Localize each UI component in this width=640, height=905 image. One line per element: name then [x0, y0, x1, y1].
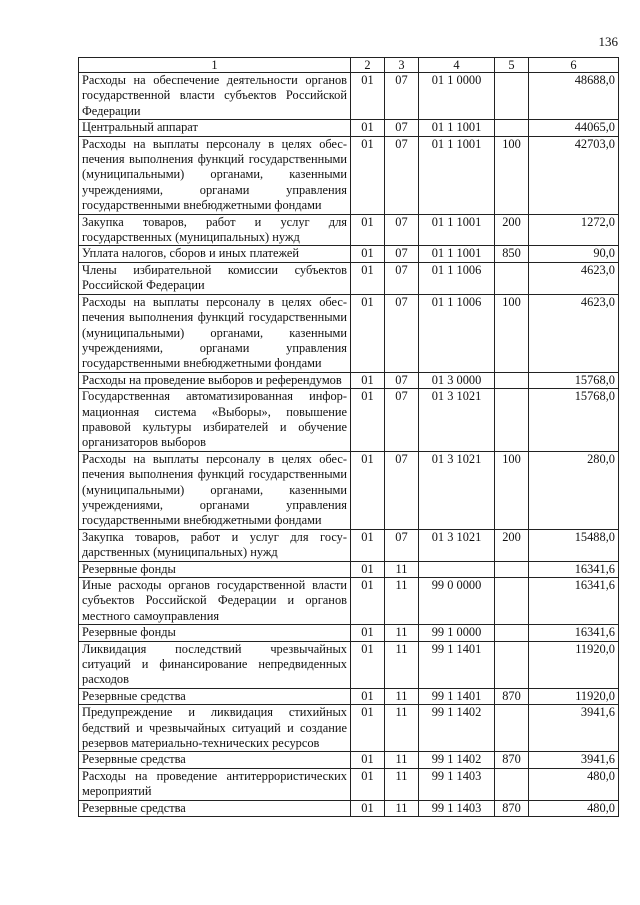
expense-type-cell [495, 120, 529, 136]
expense-type-cell: 200 [495, 214, 529, 246]
subsection-code-cell: 11 [385, 578, 419, 625]
amount-cell: 480,0 [529, 800, 619, 816]
expense-name-cell: Иные расходы органов государственной власти субъектов Российской Федерации и органов местного самоуправления [79, 578, 351, 625]
table-header-row [79, 58, 619, 73]
amount-cell: 480,0 [529, 768, 619, 800]
target-article-cell: 99 1 1402 [419, 752, 495, 768]
table-row [79, 578, 619, 625]
column-header: 1 [79, 58, 351, 73]
amount-cell: 16341,6 [529, 625, 619, 641]
expense-name-cell: Расходы на выплаты персоналу в целях обеспечения выполнения функций государственными (муниципальными) органами, казенными учреждениями, органами управления государственными внебюджетными фондами [79, 136, 351, 214]
amount-cell: 44065,0 [529, 120, 619, 136]
expense-type-cell [495, 705, 529, 752]
subsection-code-cell: 07 [385, 73, 419, 120]
subsection-code-cell: 07 [385, 451, 419, 529]
subsection-code-cell: 07 [385, 214, 419, 246]
subsection-code-cell: 07 [385, 372, 419, 388]
expense-type-cell [495, 625, 529, 641]
amount-cell: 11920,0 [529, 641, 619, 688]
expense-type-cell: 100 [495, 294, 529, 372]
expense-type-cell [495, 372, 529, 388]
subsection-code-cell: 07 [385, 120, 419, 136]
section-code-cell: 01 [351, 246, 385, 262]
table-row [79, 752, 619, 768]
target-article-cell: 01 1 1001 [419, 120, 495, 136]
target-article-cell: 01 1 0000 [419, 73, 495, 120]
expense-name-cell: Резервные фонды [79, 625, 351, 641]
target-article-cell: 99 1 1401 [419, 688, 495, 704]
subsection-code-cell: 11 [385, 688, 419, 704]
section-code-cell: 01 [351, 136, 385, 214]
amount-cell: 16341,6 [529, 578, 619, 625]
section-code-cell: 01 [351, 705, 385, 752]
table-row [79, 800, 619, 816]
expense-type-cell [495, 578, 529, 625]
amount-cell: 15768,0 [529, 372, 619, 388]
subsection-code-cell: 11 [385, 705, 419, 752]
amount-cell: 3941,6 [529, 752, 619, 768]
table-row [79, 451, 619, 529]
target-article-cell: 01 1 1006 [419, 262, 495, 294]
target-article-cell: 01 3 0000 [419, 372, 495, 388]
expense-type-cell: 870 [495, 752, 529, 768]
expense-name-cell: Расходы на обеспечение деятельности органов государственной власти субъектов Российской Федерации [79, 73, 351, 120]
target-article-cell: 99 1 1401 [419, 641, 495, 688]
column-header: 2 [351, 58, 385, 73]
subsection-code-cell: 07 [385, 529, 419, 561]
amount-cell: 1272,0 [529, 214, 619, 246]
expense-name-cell: Центральный аппарат [79, 120, 351, 136]
expense-type-cell [495, 768, 529, 800]
table-row [79, 294, 619, 372]
table-row [79, 246, 619, 262]
expense-type-cell [495, 262, 529, 294]
section-code-cell: 01 [351, 294, 385, 372]
target-article-cell: 01 1 1001 [419, 136, 495, 214]
table-row [79, 389, 619, 452]
section-code-cell: 01 [351, 214, 385, 246]
section-code-cell: 01 [351, 768, 385, 800]
subsection-code-cell: 11 [385, 561, 419, 577]
target-article-cell: 01 3 1021 [419, 389, 495, 452]
amount-cell: 90,0 [529, 246, 619, 262]
subsection-code-cell: 07 [385, 262, 419, 294]
table-row [79, 529, 619, 561]
expense-type-cell [495, 389, 529, 452]
subsection-code-cell: 07 [385, 294, 419, 372]
section-code-cell: 01 [351, 120, 385, 136]
column-header: 3 [385, 58, 419, 73]
table-row [79, 768, 619, 800]
expense-name-cell: Резервные средства [79, 752, 351, 768]
amount-cell: 11920,0 [529, 688, 619, 704]
expense-name-cell: Закупка товаров, работ и услуг для государственных (муниципальных) нужд [79, 529, 351, 561]
section-code-cell: 01 [351, 389, 385, 452]
expense-name-cell: Расходы на выплаты персоналу в целях обеспечения выполнения функций государственными (муниципальными) органами, казенными учреждениями, органами управления государственными внебюджетными фондами [79, 294, 351, 372]
column-header: 6 [529, 58, 619, 73]
column-header: 4 [419, 58, 495, 73]
table-row [79, 561, 619, 577]
subsection-code-cell: 07 [385, 246, 419, 262]
expense-name-cell: Расходы на проведение антитеррористических мероприятий [79, 768, 351, 800]
target-article-cell: 99 1 0000 [419, 625, 495, 641]
table-row [79, 262, 619, 294]
expense-name-cell: Члены избирательной комиссии субъектов Российской Федерации [79, 262, 351, 294]
table-row [79, 705, 619, 752]
amount-cell: 4623,0 [529, 262, 619, 294]
budget-table [78, 57, 619, 817]
subsection-code-cell: 11 [385, 625, 419, 641]
subsection-code-cell: 07 [385, 136, 419, 214]
target-article-cell: 01 1 1001 [419, 214, 495, 246]
table-row [79, 136, 619, 214]
expense-type-cell: 850 [495, 246, 529, 262]
table-row [79, 625, 619, 641]
section-code-cell: 01 [351, 800, 385, 816]
expense-name-cell: Ликвидация последствий чрезвычайных ситуаций и финансирование непредвиденных расходов [79, 641, 351, 688]
section-code-cell: 01 [351, 625, 385, 641]
subsection-code-cell: 11 [385, 800, 419, 816]
section-code-cell: 01 [351, 561, 385, 577]
section-code-cell: 01 [351, 578, 385, 625]
table-row [79, 214, 619, 246]
target-article-cell: 99 1 1403 [419, 800, 495, 816]
target-article-cell: 01 1 1001 [419, 246, 495, 262]
target-article-cell: 99 1 1403 [419, 768, 495, 800]
amount-cell: 48688,0 [529, 73, 619, 120]
expense-name-cell: Резервные средства [79, 688, 351, 704]
expense-name-cell: Государственная автоматизированная информационная система «Выборы», повышение правовой культуры избирателей и обучение организаторов выборов [79, 389, 351, 452]
expense-name-cell: Уплата налогов, сборов и иных платежей [79, 246, 351, 262]
expense-name-cell: Закупка товаров, работ и услуг для государственных (муниципальных) нужд [79, 214, 351, 246]
section-code-cell: 01 [351, 372, 385, 388]
expense-type-cell: 870 [495, 800, 529, 816]
page-number: 136 [598, 34, 618, 49]
target-article-cell: 01 3 1021 [419, 529, 495, 561]
subsection-code-cell: 11 [385, 752, 419, 768]
table-row [79, 641, 619, 688]
target-article-cell: 01 1 1006 [419, 294, 495, 372]
expense-type-cell [495, 641, 529, 688]
expense-name-cell: Резервные фонды [79, 561, 351, 577]
subsection-code-cell: 11 [385, 641, 419, 688]
target-article-cell: 01 3 1021 [419, 451, 495, 529]
table-row [79, 688, 619, 704]
amount-cell: 4623,0 [529, 294, 619, 372]
expense-type-cell [495, 561, 529, 577]
expense-type-cell: 870 [495, 688, 529, 704]
expense-type-cell: 200 [495, 529, 529, 561]
table-row [79, 73, 619, 120]
section-code-cell: 01 [351, 641, 385, 688]
expense-type-cell: 100 [495, 451, 529, 529]
expense-type-cell: 100 [495, 136, 529, 214]
subsection-code-cell: 11 [385, 768, 419, 800]
column-header: 5 [495, 58, 529, 73]
amount-cell: 15768,0 [529, 389, 619, 452]
section-code-cell: 01 [351, 73, 385, 120]
amount-cell: 3941,6 [529, 705, 619, 752]
expense-type-cell [495, 73, 529, 120]
expense-name-cell: Предупреждение и ликвидация стихийных бедствий и чрезвычайных ситуаций и создание резервов материально-технических ресурсов [79, 705, 351, 752]
amount-cell: 15488,0 [529, 529, 619, 561]
section-code-cell: 01 [351, 688, 385, 704]
expense-name-cell: Расходы на выплаты персоналу в целях обеспечения выполнения функций государственными (муниципальными) органами, казенными учреждениями, органами управления государственными внебюджетными фондами [79, 451, 351, 529]
section-code-cell: 01 [351, 529, 385, 561]
section-code-cell: 01 [351, 451, 385, 529]
subsection-code-cell: 07 [385, 389, 419, 452]
target-article-cell: 99 0 0000 [419, 578, 495, 625]
table-row [79, 120, 619, 136]
amount-cell: 280,0 [529, 451, 619, 529]
section-code-cell: 01 [351, 752, 385, 768]
amount-cell: 16341,6 [529, 561, 619, 577]
target-article-cell [419, 561, 495, 577]
expense-name-cell: Расходы на проведение выборов и референдумов [79, 372, 351, 388]
amount-cell: 42703,0 [529, 136, 619, 214]
target-article-cell: 99 1 1402 [419, 705, 495, 752]
section-code-cell: 01 [351, 262, 385, 294]
expense-name-cell: Резервные средства [79, 800, 351, 816]
table-row [79, 372, 619, 388]
